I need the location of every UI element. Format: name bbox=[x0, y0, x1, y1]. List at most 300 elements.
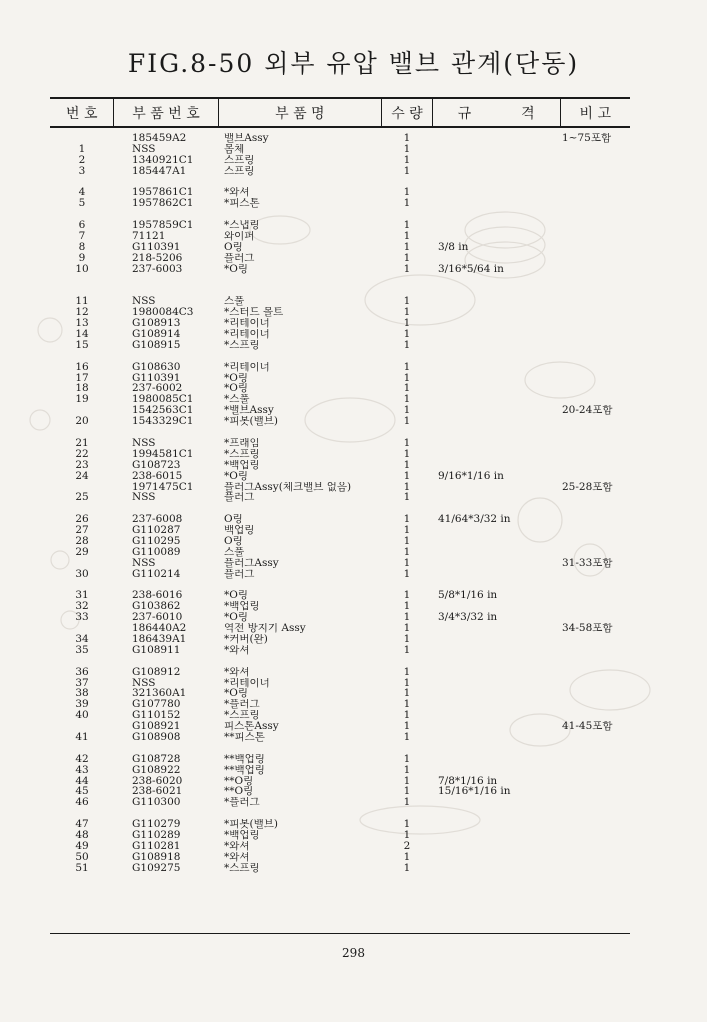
row-quantity: 1 bbox=[403, 361, 411, 373]
row-part-number: G103862 bbox=[132, 601, 181, 613]
row-part-number: G108915 bbox=[132, 339, 181, 351]
row-part-number: 237-6008 bbox=[132, 514, 183, 526]
table-row bbox=[50, 264, 630, 275]
row-number: 45 bbox=[75, 786, 89, 798]
row-remarks bbox=[560, 318, 630, 329]
row-quantity: 1 bbox=[403, 699, 411, 711]
row-specification bbox=[432, 667, 560, 678]
row-remarks bbox=[560, 667, 630, 678]
row-number: 15 bbox=[75, 339, 89, 351]
table-row bbox=[50, 198, 630, 209]
row-remarks bbox=[560, 253, 630, 264]
row-number: 23 bbox=[75, 459, 89, 471]
row-number: 18 bbox=[75, 383, 89, 395]
row-number: 21 bbox=[75, 437, 89, 449]
row-remarks bbox=[560, 144, 630, 155]
row-specification bbox=[432, 329, 560, 340]
row-specification: 3/16*5/64 in bbox=[438, 263, 504, 275]
row-specification bbox=[432, 743, 560, 754]
row-part-number: G110214 bbox=[132, 568, 181, 580]
row-remarks bbox=[560, 503, 630, 514]
header-quantity: 수 량 bbox=[382, 99, 433, 126]
row-part-number: G110089 bbox=[132, 546, 181, 558]
table-row bbox=[50, 732, 630, 743]
row-number bbox=[50, 743, 114, 754]
row-part-name: *백업링 bbox=[224, 830, 260, 841]
row-part-number: 1340921C1 bbox=[132, 154, 194, 166]
row-part-number: G108911 bbox=[132, 644, 181, 656]
table-row bbox=[50, 242, 630, 253]
row-quantity: 1 bbox=[403, 612, 411, 624]
row-specification bbox=[432, 634, 560, 645]
row-number: 31 bbox=[75, 590, 89, 602]
row-number: 40 bbox=[75, 710, 89, 722]
row-part-number: 1980085C1 bbox=[132, 394, 194, 406]
row-number bbox=[50, 285, 114, 296]
row-specification bbox=[432, 841, 560, 852]
row-quantity: 1 bbox=[403, 546, 411, 558]
row-quantity: 1 bbox=[403, 492, 411, 504]
header-spec-a: 규 bbox=[457, 105, 472, 122]
row-number: 1 bbox=[78, 143, 86, 155]
row-number: 3 bbox=[78, 165, 86, 177]
row-quantity: 1 bbox=[403, 252, 411, 264]
table-row bbox=[50, 307, 630, 318]
row-specification bbox=[432, 296, 560, 307]
row-specification bbox=[432, 220, 560, 231]
row-quantity: 1 bbox=[403, 296, 411, 308]
row-remarks: 1~75포함 bbox=[562, 133, 612, 144]
row-part-name: *백업링 bbox=[224, 601, 260, 613]
row-part-name bbox=[218, 427, 382, 438]
row-remarks: 25-28포함 bbox=[562, 481, 613, 493]
row-part-name bbox=[218, 808, 382, 819]
row-number: 33 bbox=[75, 612, 89, 624]
table-row bbox=[50, 688, 630, 699]
row-number: 32 bbox=[75, 601, 89, 613]
row-remarks bbox=[560, 678, 630, 689]
row-part-name: O링 bbox=[224, 241, 243, 253]
row-quantity bbox=[382, 285, 432, 296]
row-quantity: 1 bbox=[403, 601, 411, 613]
row-number: 24 bbox=[75, 470, 89, 482]
row-part-name: 피스톤Assy bbox=[224, 721, 279, 732]
row-number: 38 bbox=[75, 688, 89, 700]
row-specification bbox=[432, 819, 560, 830]
table-row bbox=[50, 601, 630, 612]
row-remarks bbox=[560, 863, 630, 874]
table-row bbox=[50, 187, 630, 198]
row-part-number: 185447A1 bbox=[132, 165, 187, 177]
table-row bbox=[50, 819, 630, 830]
row-specification bbox=[432, 460, 560, 471]
row-part-number bbox=[114, 351, 218, 362]
row-part-number: G108918 bbox=[132, 851, 181, 863]
table-row bbox=[50, 536, 630, 547]
row-remarks bbox=[560, 808, 630, 819]
row-number: 16 bbox=[75, 361, 89, 373]
row-part-name: **O링 bbox=[224, 786, 254, 798]
table-row bbox=[50, 754, 630, 765]
table-row bbox=[50, 558, 630, 569]
row-specification bbox=[432, 601, 560, 612]
row-remarks bbox=[560, 362, 630, 373]
row-quantity: 1 bbox=[403, 437, 411, 449]
row-part-number: G110287 bbox=[132, 525, 181, 536]
row-remarks bbox=[560, 776, 630, 787]
table-row bbox=[50, 471, 630, 482]
row-specification bbox=[432, 536, 560, 547]
row-quantity: 1 bbox=[403, 525, 411, 536]
row-remarks bbox=[560, 242, 630, 253]
row-part-name: 역전 방지기 Assy bbox=[224, 623, 306, 634]
row-specification: 41/64*3/32 in bbox=[438, 514, 511, 526]
row-number: 37 bbox=[75, 677, 89, 689]
row-quantity: 1 bbox=[403, 383, 411, 395]
table-row bbox=[50, 460, 630, 471]
table-row bbox=[50, 580, 630, 591]
row-quantity: 1 bbox=[403, 307, 411, 319]
table-row bbox=[50, 547, 630, 558]
row-part-number: NSS bbox=[132, 677, 156, 689]
row-number: 30 bbox=[75, 568, 89, 580]
row-remarks bbox=[560, 601, 630, 612]
row-number: 22 bbox=[75, 448, 89, 460]
table-row bbox=[50, 394, 630, 405]
table-row bbox=[50, 699, 630, 710]
row-remarks bbox=[560, 351, 630, 362]
row-remarks bbox=[560, 514, 630, 525]
row-part-number: 1957862C1 bbox=[132, 198, 194, 210]
row-number: 49 bbox=[75, 840, 89, 852]
row-quantity: 1 bbox=[403, 394, 411, 406]
table-row bbox=[50, 373, 630, 384]
row-remarks bbox=[560, 569, 630, 580]
row-quantity bbox=[382, 177, 432, 188]
row-specification bbox=[432, 144, 560, 155]
row-remarks bbox=[560, 307, 630, 318]
row-part-number: 186440A2 bbox=[132, 623, 187, 634]
row-quantity: 1 bbox=[403, 514, 411, 526]
table-row bbox=[50, 285, 630, 296]
row-specification bbox=[432, 427, 560, 438]
row-remarks bbox=[560, 590, 630, 601]
table-row bbox=[50, 645, 630, 656]
table-row bbox=[50, 133, 630, 144]
row-quantity: 1 bbox=[403, 764, 411, 776]
row-quantity: 1 bbox=[403, 329, 411, 340]
row-part-name bbox=[218, 275, 382, 286]
row-specification bbox=[432, 482, 560, 493]
row-remarks bbox=[560, 231, 630, 242]
row-specification: 15/16*1/16 in bbox=[438, 786, 511, 798]
row-part-name bbox=[218, 351, 382, 362]
row-part-name: 플러그 bbox=[224, 252, 255, 264]
row-number: 43 bbox=[75, 764, 89, 776]
header-number: 번 호 bbox=[50, 99, 114, 126]
row-remarks bbox=[560, 329, 630, 340]
row-remarks bbox=[560, 786, 630, 797]
row-remarks bbox=[560, 198, 630, 209]
row-specification bbox=[432, 394, 560, 405]
row-specification bbox=[432, 656, 560, 667]
row-part-name bbox=[218, 503, 382, 514]
row-remarks bbox=[560, 536, 630, 547]
row-part-number: NSS bbox=[132, 437, 156, 449]
row-part-name: *스터드 볼트 bbox=[224, 307, 284, 319]
row-part-number: G109275 bbox=[132, 862, 181, 874]
table-row bbox=[50, 438, 630, 449]
row-specification bbox=[432, 231, 560, 242]
row-specification bbox=[432, 275, 560, 286]
row-specification bbox=[432, 449, 560, 460]
row-number bbox=[50, 580, 114, 591]
row-number: 50 bbox=[75, 851, 89, 863]
row-remarks bbox=[560, 340, 630, 351]
row-part-name: *백업링 bbox=[224, 459, 260, 471]
row-part-name: *커버(완) bbox=[224, 633, 268, 645]
row-part-name: 플러그 bbox=[224, 568, 255, 580]
row-part-name: *O링 bbox=[224, 612, 249, 624]
row-part-name bbox=[218, 743, 382, 754]
row-number bbox=[50, 133, 114, 144]
row-remarks bbox=[560, 547, 630, 558]
row-specification bbox=[432, 503, 560, 514]
row-part-name: *리테이너 bbox=[224, 329, 270, 340]
row-number: 12 bbox=[75, 307, 89, 319]
row-part-name: *플러그 bbox=[224, 699, 260, 711]
row-specification bbox=[432, 699, 560, 710]
row-specification bbox=[432, 547, 560, 558]
row-quantity: 1 bbox=[403, 666, 411, 678]
row-specification: 3/4*3/32 in bbox=[438, 612, 498, 624]
row-quantity: 1 bbox=[403, 448, 411, 460]
row-remarks: 31-33포함 bbox=[562, 557, 613, 569]
row-quantity bbox=[382, 503, 432, 514]
row-number: 26 bbox=[75, 514, 89, 526]
row-part-number: G108728 bbox=[132, 753, 181, 765]
table-row bbox=[50, 351, 630, 362]
row-part-name: 스풀 bbox=[224, 296, 245, 308]
parts-table-body bbox=[50, 133, 630, 874]
row-quantity: 1 bbox=[403, 133, 411, 144]
row-part-name: *와셔 bbox=[224, 644, 250, 656]
table-row bbox=[50, 721, 630, 732]
row-remarks bbox=[560, 209, 630, 220]
row-part-number: 237-6010 bbox=[132, 612, 183, 624]
table-row bbox=[50, 667, 630, 678]
table-row bbox=[50, 340, 630, 351]
row-remarks bbox=[560, 155, 630, 166]
row-part-number: G108908 bbox=[132, 731, 181, 743]
row-part-number bbox=[114, 503, 218, 514]
row-remarks: 41-45포함 bbox=[562, 721, 613, 732]
row-quantity: 1 bbox=[403, 710, 411, 722]
row-number: 25 bbox=[75, 492, 89, 504]
row-part-number bbox=[114, 808, 218, 819]
row-part-number: G110152 bbox=[132, 710, 181, 722]
row-quantity: 1 bbox=[403, 644, 411, 656]
row-remarks bbox=[560, 460, 630, 471]
row-number: 29 bbox=[75, 546, 89, 558]
row-quantity: 1 bbox=[403, 830, 411, 841]
row-part-number: 186439A1 bbox=[132, 633, 187, 645]
row-quantity: 1 bbox=[403, 154, 411, 166]
row-number: 17 bbox=[75, 372, 89, 384]
row-part-number: G108922 bbox=[132, 764, 181, 776]
row-specification bbox=[432, 438, 560, 449]
table-row bbox=[50, 220, 630, 231]
row-remarks bbox=[560, 449, 630, 460]
row-specification bbox=[432, 155, 560, 166]
row-quantity: 1 bbox=[403, 470, 411, 482]
row-quantity: 1 bbox=[403, 220, 411, 232]
row-number: 27 bbox=[75, 525, 89, 536]
row-part-name: *와셔 bbox=[224, 851, 250, 863]
row-quantity: 1 bbox=[403, 568, 411, 580]
row-part-name: *O링 bbox=[224, 383, 249, 395]
row-specification bbox=[432, 307, 560, 318]
row-part-number bbox=[114, 275, 218, 286]
row-specification bbox=[432, 710, 560, 721]
row-part-name: 백업링 bbox=[224, 525, 255, 536]
row-part-name: *피스톤 bbox=[224, 198, 260, 210]
row-number bbox=[50, 405, 114, 416]
table-row bbox=[50, 765, 630, 776]
row-number bbox=[50, 558, 114, 569]
row-remarks bbox=[560, 166, 630, 177]
row-quantity: 1 bbox=[403, 677, 411, 689]
row-quantity: 1 bbox=[403, 405, 411, 417]
row-remarks bbox=[560, 471, 630, 482]
row-number: 46 bbox=[75, 797, 89, 809]
row-quantity bbox=[382, 580, 432, 591]
row-part-number bbox=[114, 427, 218, 438]
row-part-number bbox=[114, 580, 218, 591]
row-remarks bbox=[560, 765, 630, 776]
row-part-number: G110391 bbox=[132, 372, 181, 384]
row-part-number bbox=[114, 209, 218, 220]
row-part-number: G108723 bbox=[132, 459, 181, 471]
table-row bbox=[50, 852, 630, 863]
row-part-number: 238-6015 bbox=[132, 470, 183, 482]
row-quantity: 1 bbox=[403, 786, 411, 798]
table-row bbox=[50, 623, 630, 634]
row-remarks bbox=[560, 296, 630, 307]
row-part-name: *O링 bbox=[224, 470, 249, 482]
row-quantity: 1 bbox=[403, 623, 411, 634]
row-number: 10 bbox=[75, 263, 89, 275]
row-remarks bbox=[560, 830, 630, 841]
table-row bbox=[50, 275, 630, 286]
row-part-name bbox=[218, 177, 382, 188]
row-part-number: G110279 bbox=[132, 819, 181, 830]
row-part-number: G107780 bbox=[132, 699, 181, 711]
row-part-number: G108913 bbox=[132, 318, 181, 330]
table-row bbox=[50, 841, 630, 852]
table-row bbox=[50, 830, 630, 841]
table-row bbox=[50, 710, 630, 721]
row-specification bbox=[432, 645, 560, 656]
row-number bbox=[50, 503, 114, 514]
row-part-number: 238-6020 bbox=[132, 775, 183, 787]
row-remarks bbox=[560, 416, 630, 427]
row-specification bbox=[432, 405, 560, 416]
row-part-name: *리테이너 bbox=[224, 318, 270, 330]
row-specification bbox=[432, 187, 560, 198]
row-specification bbox=[432, 166, 560, 177]
row-remarks bbox=[560, 383, 630, 394]
row-specification bbox=[432, 765, 560, 776]
table-row bbox=[50, 482, 630, 493]
table-row bbox=[50, 405, 630, 416]
row-number bbox=[50, 482, 114, 493]
row-part-name bbox=[218, 580, 382, 591]
row-part-name: 스풀 bbox=[224, 546, 245, 558]
row-specification bbox=[432, 863, 560, 874]
row-number: 47 bbox=[75, 819, 89, 830]
table-row bbox=[50, 449, 630, 460]
row-number: 36 bbox=[75, 666, 89, 678]
row-quantity: 1 bbox=[403, 143, 411, 155]
row-number: 13 bbox=[75, 318, 89, 330]
row-part-number: G110391 bbox=[132, 241, 181, 253]
row-specification: 3/8 in bbox=[438, 241, 469, 253]
table-row bbox=[50, 296, 630, 307]
row-specification bbox=[432, 525, 560, 536]
table-row bbox=[50, 318, 630, 329]
table-row bbox=[50, 166, 630, 177]
row-part-number: G108914 bbox=[132, 329, 181, 340]
row-part-number: 1543329C1 bbox=[132, 416, 194, 428]
row-remarks bbox=[560, 645, 630, 656]
row-number: 44 bbox=[75, 775, 89, 787]
row-specification bbox=[432, 340, 560, 351]
row-number: 9 bbox=[78, 252, 86, 264]
row-part-number: 1994581C1 bbox=[132, 448, 194, 460]
table-row bbox=[50, 612, 630, 623]
row-remarks bbox=[560, 754, 630, 765]
row-remarks bbox=[560, 797, 630, 808]
row-quantity: 1 bbox=[403, 416, 411, 428]
row-quantity: 1 bbox=[403, 753, 411, 765]
row-remarks bbox=[560, 710, 630, 721]
row-quantity: 1 bbox=[403, 318, 411, 330]
row-part-name: *스프링 bbox=[224, 339, 260, 351]
row-part-name: 플러그Assy(체크밸브 없음) bbox=[224, 481, 352, 493]
row-quantity bbox=[382, 351, 432, 362]
table-row bbox=[50, 590, 630, 601]
row-part-number: NSS bbox=[132, 296, 156, 308]
table-row bbox=[50, 776, 630, 787]
table-row bbox=[50, 209, 630, 220]
table-row bbox=[50, 797, 630, 808]
row-part-name: *프래임 bbox=[224, 437, 260, 449]
row-part-name: **백업링 bbox=[224, 753, 265, 765]
row-part-number: 238-6021 bbox=[132, 786, 183, 798]
row-quantity bbox=[382, 656, 432, 667]
row-remarks bbox=[560, 187, 630, 198]
table-row bbox=[50, 743, 630, 754]
row-part-number: 321360A1 bbox=[132, 688, 187, 700]
row-part-name: *피봇(밸브) bbox=[224, 416, 279, 428]
row-quantity: 1 bbox=[403, 165, 411, 177]
row-part-number: G108630 bbox=[132, 361, 181, 373]
row-number: 51 bbox=[75, 862, 89, 874]
row-specification bbox=[432, 721, 560, 732]
row-specification bbox=[432, 623, 560, 634]
table-header bbox=[50, 97, 630, 128]
